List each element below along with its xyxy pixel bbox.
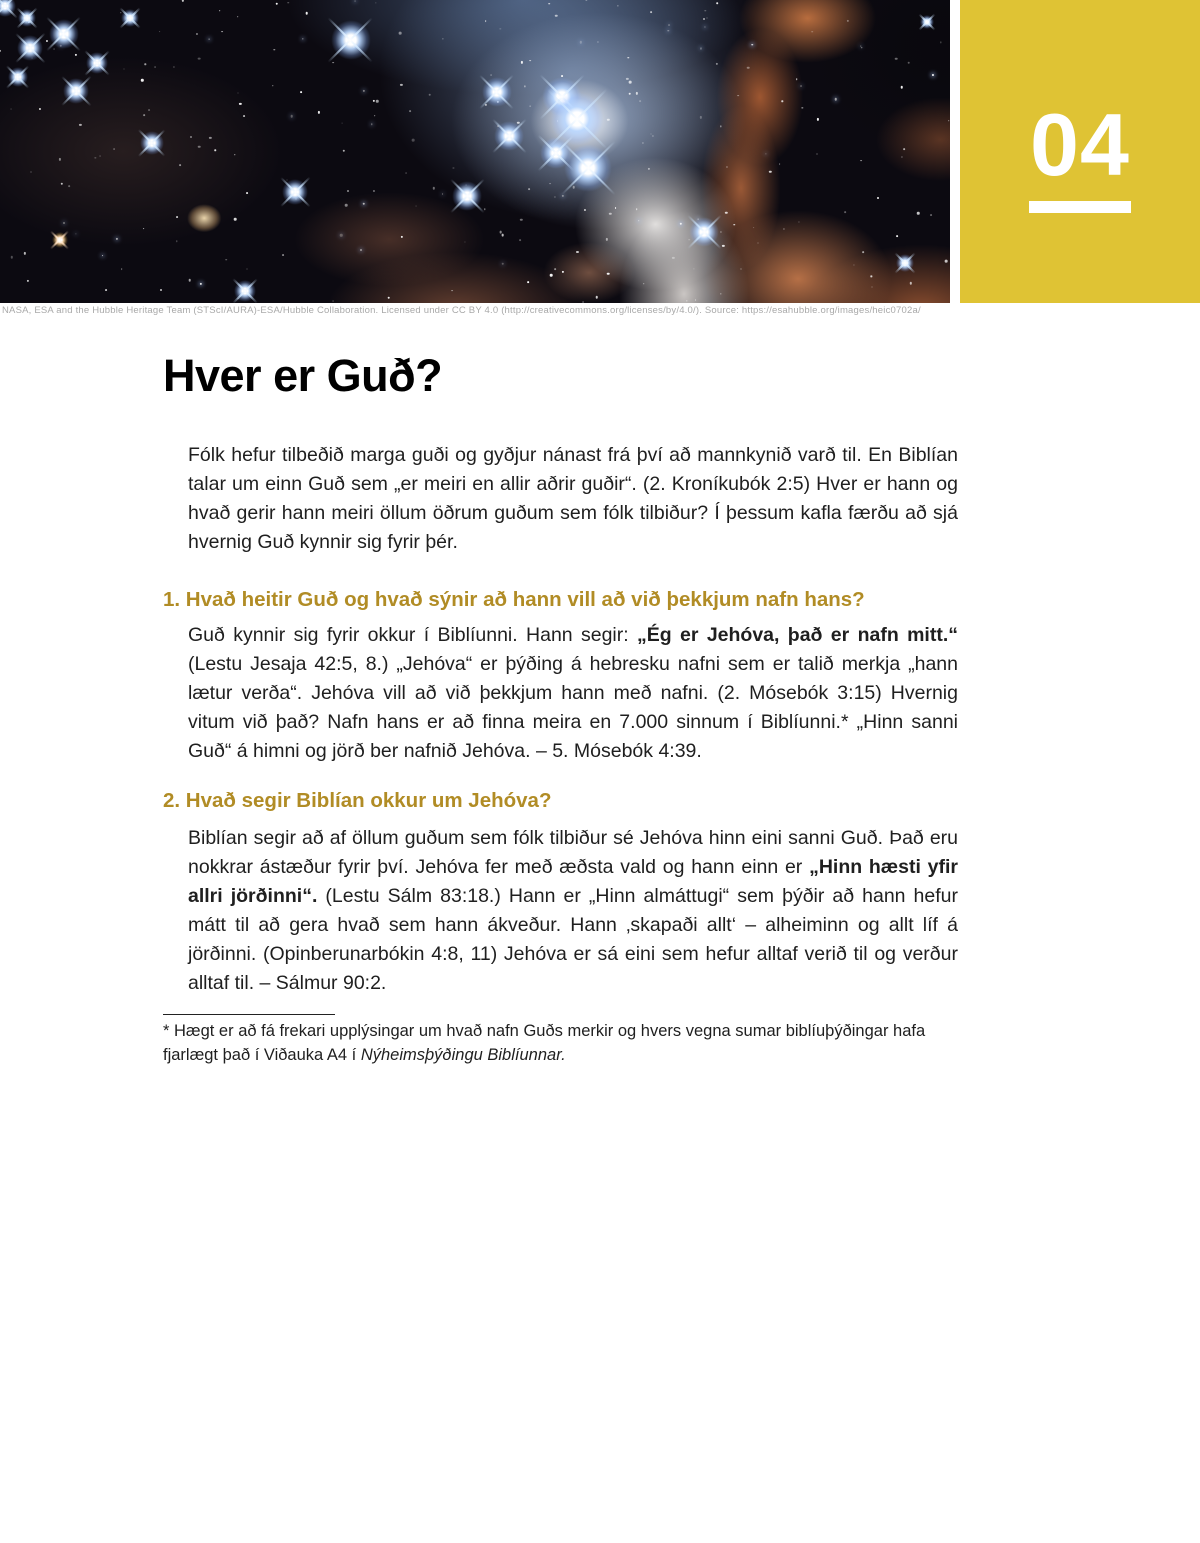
hero-image — [0, 0, 950, 303]
footnote-text: * Hægt er að fá frekari upplýsingar um hvað nafn Guðs merkir og hvers vegna sumar biblíuþýðingar hafa fjarlægt það í Viðauka A4 í — [163, 1022, 926, 1064]
footnote — [163, 1020, 973, 1067]
intro-paragraph: Fólk hefur tilbeðið marga guði og gyðjur nánast frá því að mannkynið varð til. En Biblían talar um einn Guð sem „er meiri en allir aðrir guðir“. (2. Kroníkubók 2:5) Hver er hann og hvað gerir hann meiri öllum öðrum guðum sem fólk tilbiður? Í þessum kafla færðu að sjá hvernig Guð kynnir sig fyrir þér. — [188, 444, 958, 553]
paragraph-text: (Lestu Jesaja 42:5, 8.) „Jehóva“ er þýðing á hebresku nafni sem er talið merkja „hann lætur verða“. Jehóva vill að við þekkjum hann með nafni. (2. Mósebók 3:15) Hvernig vitum við það? Nafn hans er að finna meira en 7.000 sinnum í Biblíunni.* „Hinn sanni Guð“ á himni og jörð ber nafnið Jehóva. – 5. Mósebók 4:39. — [188, 653, 958, 762]
paragraph-text: Biblían segir að af öllum guðum sem fólk tilbiður sé Jehóva hinn eini sanni Guð. Það eru nokkrar ástæður fyrir því. Jehóva fer með æðsta vald og hann einn er — [188, 827, 958, 878]
article — [163, 352, 958, 1067]
scripture-quote-bold: „Hinn hæsti yfir allri jörðinni“. — [188, 856, 958, 907]
footnote-publication-title: Nýheimsþýðingu Biblíunnar. — [360, 1045, 566, 1064]
question-1-paragraph — [188, 621, 958, 766]
chapter-number-underline — [1029, 201, 1131, 213]
paragraph-text: (Lestu Sálm 83:18.) Hann er „Hinn almáttugi“ sem þýðir að hann hefur mátt til að gera hvað sem hann ákveður. Hann ‚skapaði allt‘ – alheiminn og allt líf á jörðinni. (Opinberunarbókin 4:8, 11) Jehóva er sá eini sem hefur alltaf verið til og verður alltaf til. – Sálmur 90:2. — [188, 885, 958, 994]
question-1-heading: 1. Hvað heitir Guð og hvað sýnir að hann vill að við þekkjum nafn hans? — [163, 588, 865, 611]
chapter-number-block — [960, 0, 1200, 303]
question-2-heading: 2. Hvað segir Biblían okkur um Jehóva? — [163, 789, 552, 812]
footnote-divider — [163, 1014, 335, 1015]
scripture-quote-bold: „Ég er Jehóva, það er nafn mitt.“ — [637, 624, 959, 646]
page-title: Hver er Guð? — [163, 350, 443, 401]
paragraph-text: Guð kynnir sig fyrir okkur í Biblíunni. Hann segir: — [188, 624, 638, 646]
chapter-number: 04 — [1030, 94, 1130, 194]
image-credit: NASA, ESA and the Hubble Heritage Team (STScI/AURA)-ESA/Hubble Collaboration. Licensed under CC BY 4.0 (http://creativecommons.org/licenses/by/4.0/). Source: https://esahubble.org/images/heic0702a/ — [2, 305, 921, 316]
question-2-paragraph — [188, 824, 958, 998]
